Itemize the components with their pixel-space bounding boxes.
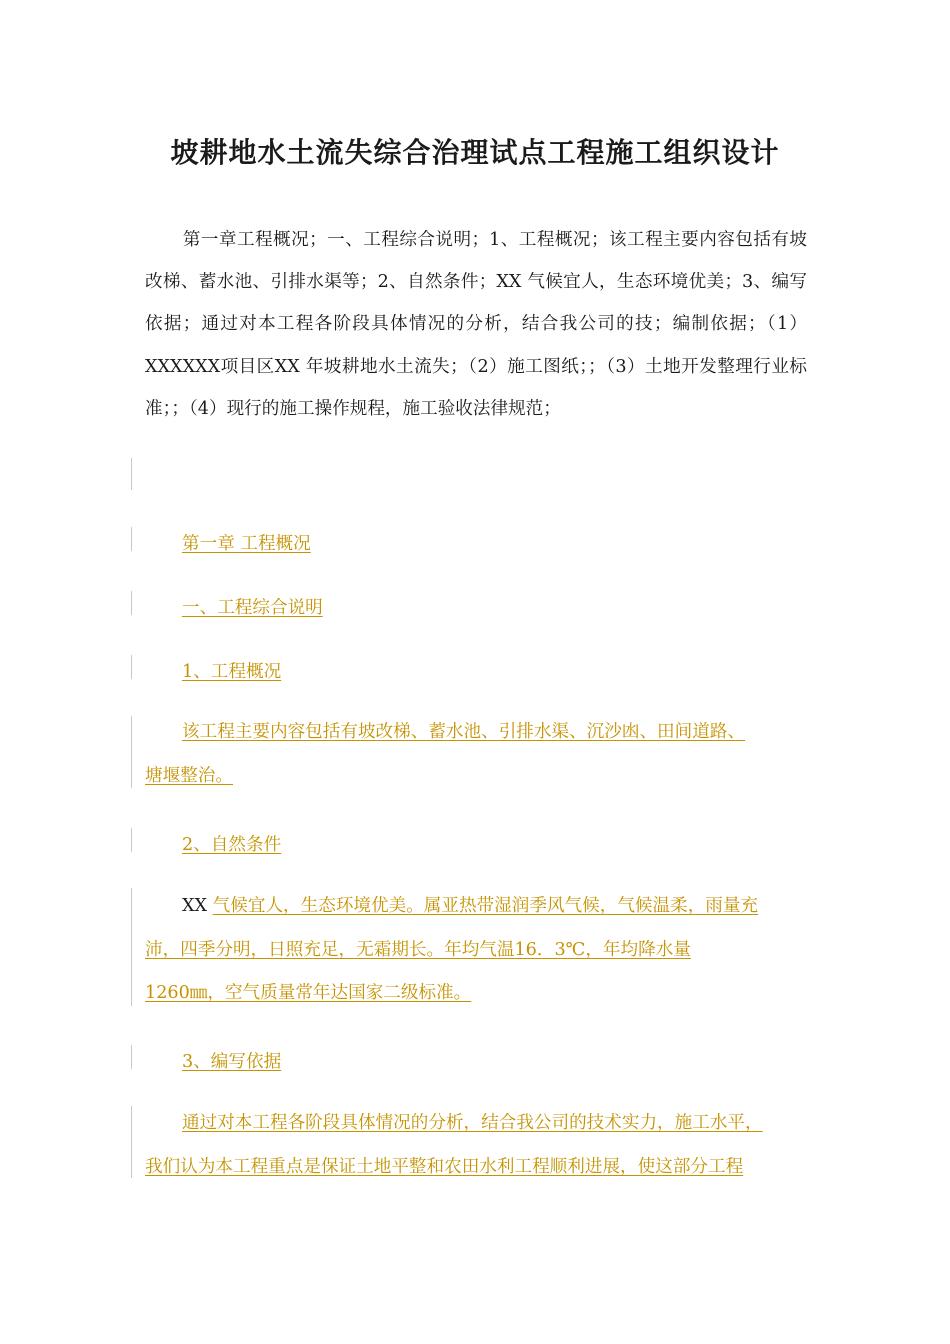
- toc-item2-line2[interactable]: 沛，四季分明，日照充足，无霜期长。年均气温16．3℃，年均降水量: [145, 939, 691, 960]
- margin-bar: [131, 888, 132, 1006]
- margin-bar: [131, 458, 132, 490]
- document-title: 坡耕地水土流失综合治理试点工程施工组织设计: [170, 136, 780, 169]
- toc-item1-line2[interactable]: 塘堰整治。: [145, 765, 233, 786]
- margin-bar: [131, 591, 132, 615]
- toc-item3-paragraph[interactable]: [145, 1102, 817, 1189]
- toc-item2-line1[interactable]: 气候宜人，生态环境优美。属亚热带湿润季风气候，气候温柔，雨量充: [212, 896, 759, 916]
- toc-item1-line1[interactable]: 该工程主要内容包括有坡改梯、蓄水池、引排水渠、沉沙凼、田间道路、: [182, 722, 746, 742]
- margin-bar: [131, 655, 132, 679]
- toc-item2-line3[interactable]: 1260㎜，空气质量常年达国家二级标准。: [145, 983, 472, 1004]
- margin-bar: [131, 1106, 132, 1178]
- toc-item2-paragraph[interactable]: [145, 885, 817, 1016]
- toc-chapter1-link[interactable]: 第一章 工程概况: [182, 534, 311, 554]
- toc-section1-link[interactable]: 一、工程综合说明: [182, 598, 323, 618]
- margin-bar: [131, 527, 132, 551]
- toc-item1-paragraph[interactable]: [145, 711, 817, 798]
- toc-item2-prefix: XX: [182, 896, 213, 916]
- toc-item3-link[interactable]: 3、编写依据: [182, 1052, 282, 1072]
- toc-item1-link[interactable]: 1、工程概况: [182, 662, 282, 682]
- margin-bar: [131, 828, 132, 852]
- toc-item3-line1[interactable]: 通过对本工程各阶段具体情况的分析，结合我公司的技术实力，施工水平，: [182, 1113, 763, 1133]
- margin-bar: [131, 716, 132, 788]
- margin-bar: [131, 1045, 132, 1069]
- toc-item3-line2[interactable]: 我们认为本工程重点是保证土地平整和农田水利工程顺利进展，使这部分工程: [145, 1156, 744, 1177]
- toc-item2-link[interactable]: 2、自然条件: [182, 835, 282, 855]
- summary-paragraph: 第一章工程概况；一、工程综合说明；1、工程概况；该工程主要内容包括有坡改梯、蓄水池、引排水渠等；2、自然条件；XX 气候宜人，生态环境优美；3、编写依据；通过对本工程各阶段具体情况的分析，结合我公司的技；编制依据；（1）XXXXXX项目区XX 年坡耕地水土流失；（2）施工图纸；；（3）土地开发整理行业标准；；（4）现行的施工操作规程，施工验收法律规范；: [145, 230, 807, 419]
